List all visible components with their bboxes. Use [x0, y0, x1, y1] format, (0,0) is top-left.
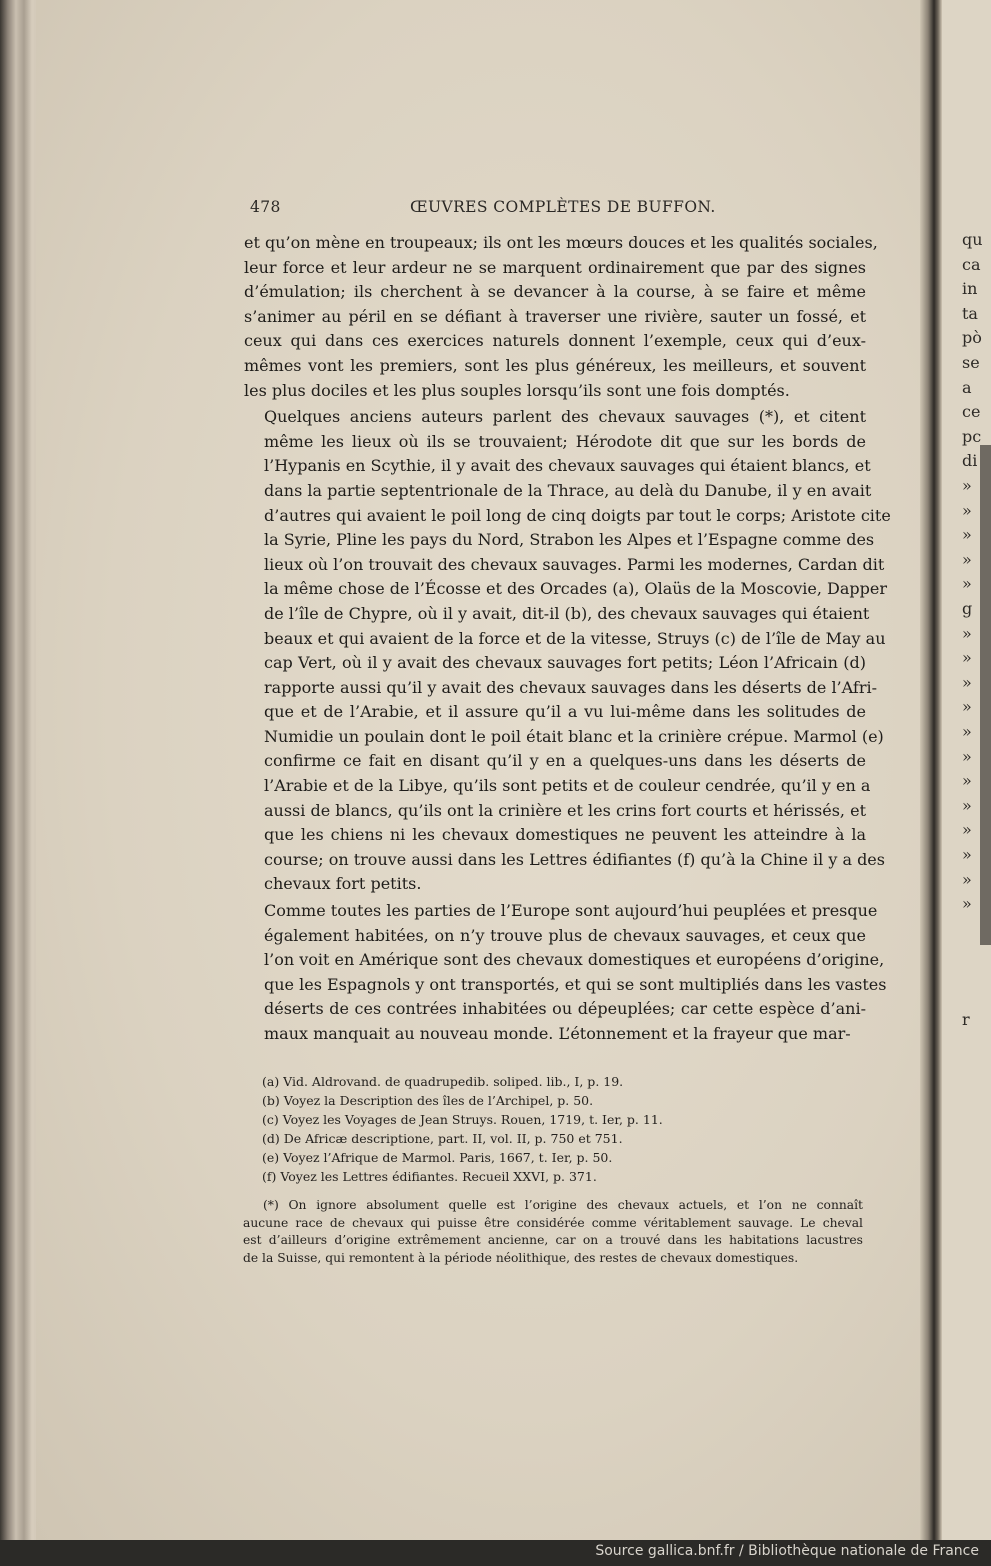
facing-page-shadow-strip: [980, 445, 991, 945]
paragraph: [244, 405, 891, 897]
text-line: aussi de blancs, qu’ils ont la crinière et les crins fort courts et hérissés, et: [264, 800, 866, 820]
body-text: [244, 231, 891, 1047]
text-line: maux manquait au nouveau monde. L’étonnement et la frayeur que mar-: [264, 1024, 851, 1043]
text-line: confirme ce fait en disant qu’il y en a quelques-uns dans les déserts de: [264, 751, 866, 771]
text-line: que les Espagnols y ont transportés, et qui se sont multipliés dans les vastes: [264, 974, 887, 994]
source-credit: Source gallica.bnf.fr / Bibliothèque nationale de France: [595, 1543, 979, 1559]
facing-page-fragment: »: [962, 500, 972, 520]
text-line: chevaux fort petits.: [264, 874, 422, 894]
footnote-reference: (a) Vid. Aldrovand. de quadrupedib. soliped. lib., I, p. 19.: [262, 1074, 624, 1089]
book-edge-left: [0, 0, 40, 1540]
facing-page-fragment: »: [962, 672, 972, 692]
paragraph: [244, 899, 887, 1047]
running-title: ŒUVRES COMPLÈTES DE BUFFON.: [410, 198, 716, 216]
text-line: lieux où l’on trouvait des chevaux sauvages. Parmi les modernes, Cardan dit: [264, 554, 885, 574]
text-line: d’émulation; ils cherchent à se devancer à la course, à se faire et même: [244, 282, 866, 302]
text-line: rapporte aussi qu’il y avait des chevaux sauvages dans les déserts de l’Afri-: [264, 677, 878, 697]
facing-page-fragment: »: [962, 574, 972, 594]
running-head: [250, 198, 862, 222]
facing-page-fragment: »: [962, 894, 972, 914]
footnote-reference: (b) Voyez la Description des îles de l’Archipel, p. 50.: [262, 1093, 594, 1108]
paragraph: [244, 231, 878, 403]
facing-page-fragment: »: [962, 648, 972, 668]
facing-page-fragment: pò: [962, 328, 982, 348]
text-line: l’on voit en Amérique sont des chevaux domestiques et européens d’origine,: [264, 950, 885, 970]
footnote-reference: (d) De Africæ descriptione, part. II, vol. II, p. 750 et 751.: [262, 1131, 623, 1146]
footnote-reference: (c) Voyez les Voyages de Jean Struys. Rouen, 1719, t. Ier, p. 11.: [262, 1112, 663, 1127]
book-gutter: [920, 0, 942, 1540]
text-line: beaux et qui avaient de la force et de la vitesse, Struys (c) de l’île de May au: [264, 628, 886, 648]
text-line: les plus dociles et les plus souples lorsqu’ils sont une fois domptés.: [244, 380, 790, 400]
facing-page-fragment: »: [962, 795, 972, 815]
editor-note: [243, 1197, 863, 1267]
facing-page-fragment: ce: [962, 402, 981, 422]
facing-page-fragment: g: [962, 599, 973, 618]
facing-page-fragment: a: [962, 377, 972, 397]
facing-page-fragment: »: [962, 722, 972, 741]
text-line: mêmes vont les premiers, sont les plus généreux, les meilleurs, et souvent: [244, 355, 866, 375]
text-line: l’Arabie et de la Libye, qu’ils sont petits et de couleur cendrée, qu’il y en a: [264, 776, 871, 796]
text-line: l’Hypanis en Scythie, il y avait des chevaux sauvages qui étaient blancs, et: [264, 456, 871, 476]
text-line: également habitées, on n’y trouve plus de chevaux sauvages, et ceux que: [264, 925, 866, 945]
text-line: la même chose de l’Écosse et des Orcades (a), Olaüs de la Moscovie, Dapper: [264, 579, 887, 599]
text-line: la Syrie, Pline les pays du Nord, Strabon les Alpes et l’Espagne comme des: [264, 530, 875, 550]
facing-page-fragment: se: [962, 353, 980, 372]
facing-page-fragment: »: [962, 845, 972, 864]
text-line: Comme toutes les parties de l’Europe sont aujourd’hui peuplées et presque: [264, 901, 878, 921]
facing-page-fragment: »: [962, 869, 972, 889]
note-line: (*) On ignore absolument quelle est l’origine des chevaux actuels, et l’on ne connaît: [263, 1198, 863, 1212]
text-line: cap Vert, où il y avait des chevaux sauvages fort petits; Léon l’Africain (d): [264, 653, 866, 673]
facing-page-fragment: r: [962, 1010, 970, 1029]
facing-page-fragment: pc: [962, 426, 982, 446]
text-line: déserts de ces contrées inhabitées ou dépeuplées; car cette espèce d’ani-: [264, 999, 866, 1019]
text-line: même les lieux où ils se trouvaient; Hérodote dit que sur les bords de: [264, 431, 866, 451]
text-line: de l’île de Chypre, où il y avait, dit-il (b), des chevaux sauvages qui étaient: [264, 603, 870, 623]
text-line: leur force et leur ardeur ne se marquent ordinairement que par des signes: [244, 257, 866, 277]
facing-page-fragment: »: [962, 525, 972, 545]
facing-page-fragment: »: [962, 771, 972, 791]
text-line: course; on trouve aussi dans les Lettres édifiantes (f) qu’à la Chine il y a des: [264, 849, 885, 869]
text-line: s’animer au péril en se défiant à traverser une rivière, sauter un fossé, et: [244, 306, 866, 326]
text-line: Numidie un poulain dont le poil était blanc et la crinière crépue. Marmol (e): [264, 726, 884, 746]
facing-page-fragment: »: [962, 697, 972, 717]
text-line: d’autres qui avaient le poil long de cinq doigts par tout le corps; Aristote cite: [264, 505, 891, 525]
text-line: Quelques anciens auteurs parlent des chevaux sauvages (*), et citent: [264, 407, 866, 427]
footnote-reference: (e) Voyez l’Afrique de Marmol. Paris, 1667, t. Ier, p. 50.: [262, 1150, 613, 1165]
note-line: est d’ailleurs d’origine extrêmement ancienne, car on a trouvé dans les habitations lacustres: [243, 1233, 863, 1247]
facing-page-fragment: ca: [962, 254, 981, 274]
text-line: et qu’on mène en troupeaux; ils ont les mœurs douces et les qualités sociales,: [244, 233, 878, 252]
text-line: dans la partie septentrionale de la Thrace, au delà du Danube, il y en avait: [264, 480, 872, 500]
note-line: aucune race de chevaux qui puisse être considérée comme véritablement sauvage. Le cheval: [243, 1215, 863, 1230]
footnote-references: [262, 1072, 822, 1186]
facing-page-fragment: »: [962, 820, 972, 840]
facing-page-fragment: »: [962, 476, 972, 495]
facing-page-fragment: in: [962, 279, 978, 299]
facing-page-fragment: ta: [962, 303, 978, 323]
facing-page-edge: [942, 0, 991, 1540]
facing-page-fragment: »: [962, 549, 972, 569]
page-number: 478: [250, 198, 281, 216]
footnote-reference: (f) Voyez les Lettres édifiantes. Recueil XXVI, p. 371.: [262, 1169, 597, 1184]
facing-page-fragment: di: [962, 451, 978, 471]
text-line: que les chiens ni les chevaux domestiques ne peuvent les atteindre à la: [264, 825, 866, 845]
facing-page-fragment: qu: [962, 230, 983, 249]
note-line: de la Suisse, qui remontent à la période néolithique, des restes de chevaux domestiques.: [243, 1250, 799, 1265]
text-line: que et de l’Arabie, et il assure qu’il a vu lui-même dans les solitudes de: [264, 702, 866, 722]
facing-page-fragment: »: [962, 746, 972, 766]
facing-page-fragment: »: [962, 623, 972, 643]
text-line: ceux qui dans ces exercices naturels donnent l’exemple, ceux qui d’eux-: [244, 331, 866, 351]
